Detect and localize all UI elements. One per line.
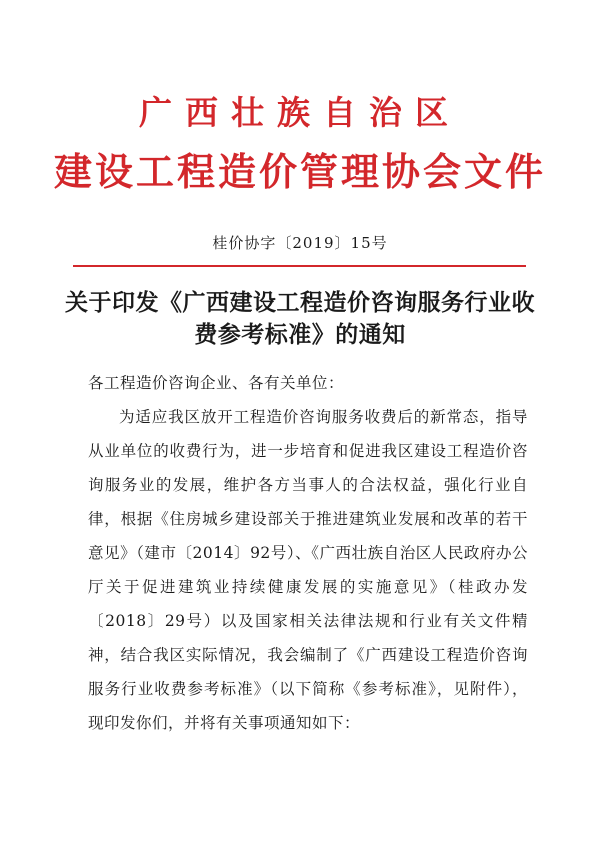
addressee-line: 各工程造价咨询企业、各有关单位： [88, 374, 345, 392]
header-divider [73, 265, 526, 267]
document-number: 桂价协字〔2019〕15号 [212, 234, 388, 252]
body-paragraph: 为适应我区放开工程造价咨询服务收费后的新常态，指导从业单位的收费行为，进一步培育和促进我区建设工程造价咨询服务业的发展，维护各方当事人的合法权益，强化行业自律，根据《住房城乡建设部关于推进建筑业发展和改革的若干意见》（建市〔2014〕92号）、《广西壮族自治区人民政府办公厅关于促进建筑业持续健康发展的实施意见》（桂政办发〔2018〕29号）以及国家相关法律法规和行业有关文件精神，结合我区实际情况，我会编制了《广西建设工程造价咨询服务行业收费参考标准》（以下简称《参考标准》，见附件），现印发你们，并将有关事项通知如下： [88, 408, 528, 732]
notice-title: 关于印发《广西建设工程造价咨询服务行业收费参考标准》的通知 [65, 290, 535, 348]
issuer-name: 广西壮族自治区 [139, 93, 461, 132]
document-header-title: 建设工程造价管理协会文件 [53, 149, 546, 194]
